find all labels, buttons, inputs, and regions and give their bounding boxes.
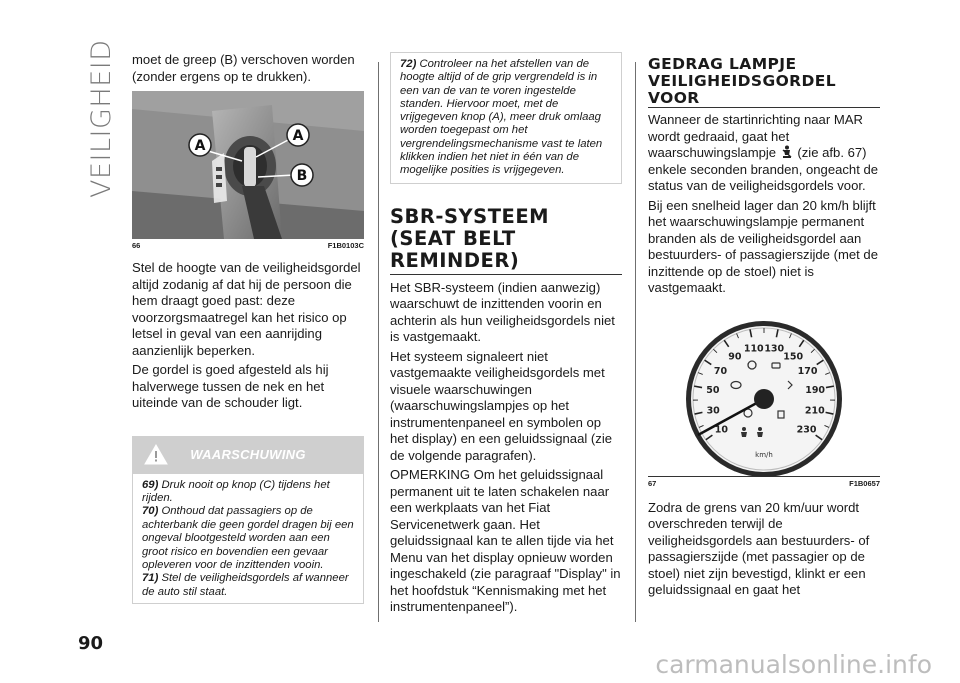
warning-item: 69) Druk nooit op knop (C) tijdens het rijden. — [142, 478, 330, 504]
section-title-text: VEILIGHEID — [86, 39, 117, 198]
body-paragraph: Zodra de grens van 20 km/uur wordt overschreden terwijl de veiligheidsgordels aan bestuurders- of passagierszijde (met passagier op de stoel) niet zijn bevestigd, klinkt er een geluidssignaal en gaat het — [648, 499, 870, 598]
warning-header — [132, 436, 364, 474]
seatbelt-lamp-heading — [648, 56, 880, 108]
heading-line: (SEAT BELT — [390, 226, 516, 250]
speed-tick-label: 150 — [783, 351, 804, 363]
body-paragraph: Het systeem signaleert niet vastgemaakte veiligheidsgordels met visuele waarschuwingen (waarschuwingslampjes op het instrumentenpaneel en symbolen op het display) en een geluidssignaal (zie de volgende paragrafen). — [390, 348, 613, 463]
column-2 — [390, 52, 622, 619]
svg-text:B: B — [296, 168, 308, 184]
figure-67-caption — [648, 479, 880, 488]
speed-tick-label: 50 — [706, 384, 720, 396]
warning-item: 70) Onthoud dat passagiers op de achterbank die geen gordel dragen bij een ongeval blootgesteld worden aan een groot risico en bovendien een gevaar opleveren voor de inzittenden vooin. — [142, 505, 354, 571]
body-paragraph: Wanneer de startinrichting naar MAR wordt gedraaid, gaat het waarschuwingslampje (zie afb. 67) enkele seconden branden, ongeacht de status van de veiligheidsgordels voor. — [648, 112, 879, 194]
body-paragraph: OPMERKING Om het geluidssignaal permanent uit te laten schakelen naar een werkplaats van het Fiat Servicenetwerk gaan. Het geluidssignaal kan te allen tijde via het Menu van het display opnieuw worden ingeschakeld (zie paragraaf "Display" in het hoofdstuk “Kennismaking met het instrumentenpaneel”). — [390, 467, 621, 615]
column-divider — [635, 62, 636, 622]
speed-tick-label: 230 — [796, 424, 817, 436]
speed-tick-label: 90 — [728, 351, 742, 363]
speed-tick-label: 110 — [743, 343, 764, 355]
body-paragraph: De gordel is goed afgesteld als hij halverwege tussen de nek en het uiteinde van de schouder ligt. — [132, 362, 329, 410]
watermark: carmanualsonline.info — [655, 650, 932, 679]
seatbelt-warning-icon — [780, 145, 794, 159]
figure-code: F1B0657 — [849, 478, 880, 488]
speed-tick-label: 70 — [713, 365, 728, 377]
warning-item: 72) Controleer na het afstellen van de hoogte altijd of de grip vergrendeld is in een van de van te voren ingestelde standen. Hiervoor moet, met de vrijgegeven knop (A), meer druk omlaag worden toegepast om het vergrendelingsmechanisme vast te laten klikken indien het niet in één van de mogelijke posities is vrijgegeven. — [400, 58, 603, 177]
speed-tick-label: 130 — [764, 343, 785, 355]
speed-tick-label: 210 — [804, 405, 825, 417]
speedometer-illustration — [648, 317, 880, 477]
speed-unit-label: km/h — [755, 450, 773, 459]
svg-text:A: A — [292, 128, 304, 144]
heading-line: VOOR — [648, 88, 700, 107]
callout-a-right — [287, 124, 309, 146]
heading-line: REMINDER) — [390, 248, 520, 272]
body-paragraph: Het SBR-systeem (indien aanwezig) waarschuwt de inzittenden voorin en achterin als hun veiligheidsgordels niet is vastgemaakt. — [390, 279, 615, 345]
callout-a-left — [189, 134, 211, 156]
speed-tick-label: 30 — [706, 405, 720, 417]
figure-66-seatbelt-adjuster — [132, 91, 364, 239]
heading-line: VEILIGHEIDSGORDEL — [648, 71, 837, 90]
figure-number: 67 — [648, 478, 657, 488]
svg-text:A: A — [194, 138, 206, 154]
speed-tick-label: 10 — [714, 424, 729, 436]
warning-box — [132, 474, 364, 605]
body-paragraph: Stel de hoogte van de veiligheidsgordel altijd zodanig af dat hij de persoon die hem draagt goed past: deze voorzorgsmaatregel kan het risico op letsel in geval van een aanrijding aanzienlijk beperken. — [132, 260, 361, 358]
sbr-heading — [390, 206, 622, 275]
page-number: 90 — [78, 633, 104, 654]
body-paragraph: Bij een snelheid lager dan 20 km/h blijft het waarschuwingslampje permanent branden als de veiligheidsgordel aan bestuurders- of passagierszijde (met de inzittende op de stoel) niet is vastgemaakt. — [648, 197, 878, 296]
heading-line: SBR-SYSTEEM — [390, 204, 550, 228]
figure-66-caption — [132, 241, 364, 250]
figure-code: F1B0103C — [327, 241, 364, 250]
column-3 — [648, 52, 880, 602]
figure-number: 66 — [132, 241, 141, 250]
column-divider — [378, 62, 379, 622]
warning-item: 71) Stel de veiligheidsgordels af wanneer de auto stil staat. — [142, 572, 349, 598]
speed-tick-label: 190 — [805, 384, 826, 396]
intro-paragraph: moet de greep (B) verschoven worden (zonder ergens op te drukken). — [132, 52, 355, 84]
warning-note-box — [390, 52, 622, 184]
section-side-title — [78, 39, 118, 198]
seatbelt-pillar-illustration — [132, 91, 364, 239]
column-1 — [132, 52, 364, 604]
speed-tick-label: 170 — [797, 365, 818, 377]
heading-line: GEDRAG LAMPJE — [648, 55, 797, 73]
warning-label: WAARSCHUWING — [190, 447, 306, 462]
callout-b — [291, 164, 313, 186]
figure-67-speedometer — [648, 317, 880, 477]
